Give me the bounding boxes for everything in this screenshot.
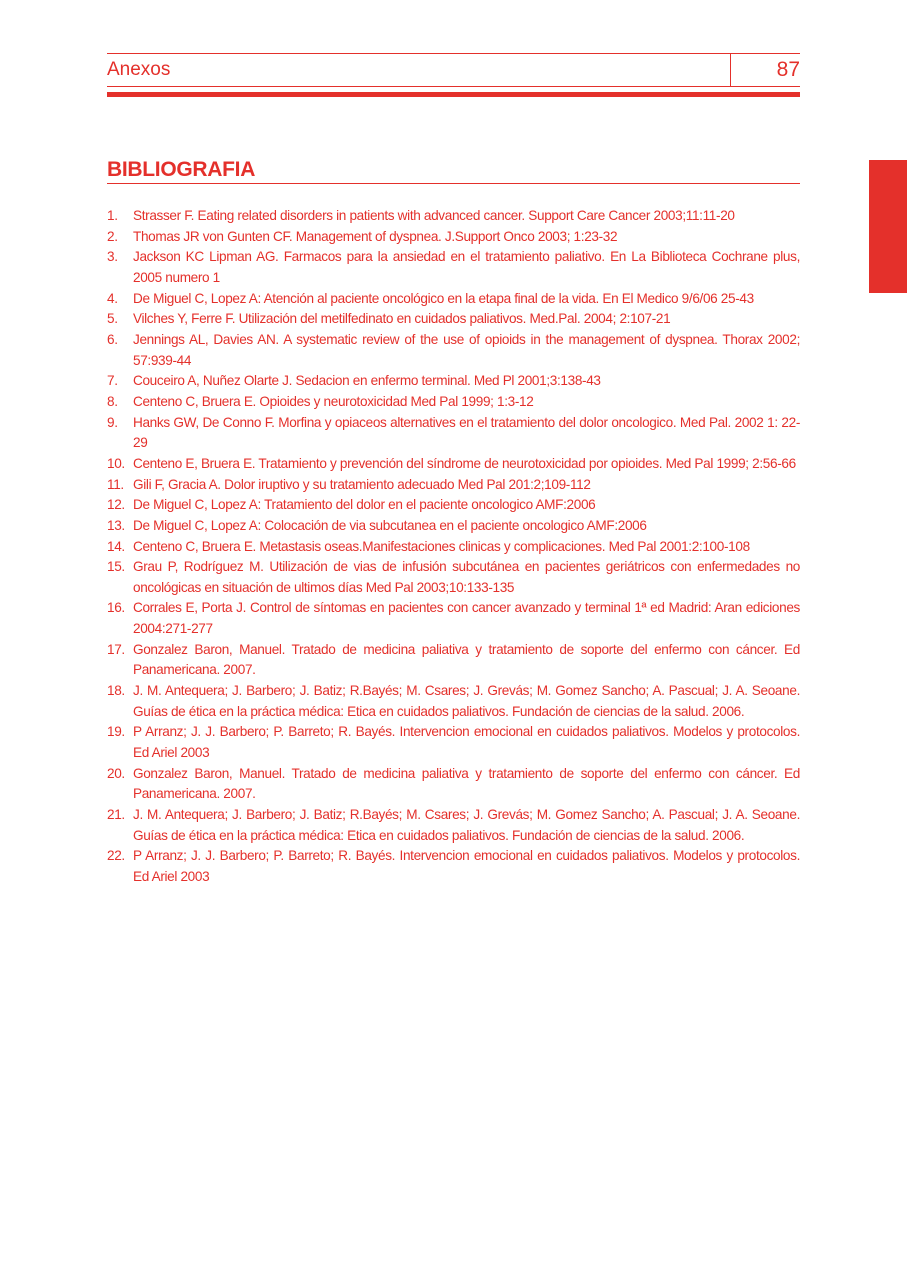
reference-text: Couceiro A, Nuñez Olarte J. Sedacion en enfermo terminal. Med Pl 2001;3:138-43 [133,373,601,389]
list-item [107,681,800,722]
list-item [107,206,800,227]
reference-number: 18. [107,683,125,699]
reference-text: De Miguel C, Lopez A: Tratamiento del dolor en el paciente oncologico AMF:2006 [133,497,596,513]
page-number: 87 [776,58,800,81]
list-item [107,846,800,887]
list-item [107,413,800,454]
reference-number: 14. [107,538,125,554]
list-item [107,227,800,248]
reference-number: 10. [107,455,125,471]
reference-number: 8. [107,393,118,409]
chapter-side-tab [869,160,907,293]
reference-text: Strasser F. Eating related disorders in patients with advanced cancer. Support Care Cancer 2003;11:11-20 [133,208,735,223]
reference-text: Jennings AL, Davies AN. A systematic review of the use of opioids in the management of dyspnea. Thorax 2002; 57:939-44 [133,331,800,368]
reference-text: P Arranz; J. J. Barbero; P. Barreto; R. Bayés. Intervencion emocional en cuidados paliativos. Modelos y protocolos. Ed Ariel 2003 [133,724,800,761]
reference-text: Centeno C, Bruera E. Opioides y neurotoxicidad Med Pal 1999; 1:3-12 [133,393,534,409]
list-item [107,289,800,310]
list-item [107,392,800,413]
reference-text: Centeno C, Bruera E. Metastasis oseas.Manifestaciones clinicas y complicaciones. Med Pal 2001:2:100-108 [133,538,750,554]
list-item [107,309,800,330]
reference-number: 3. [107,249,118,265]
bibliography-list [107,206,800,888]
reference-text: Thomas JR von Gunten CF. Management of dyspnea. J.Support Onco 2003; 1:23-32 [133,228,618,244]
reference-text: Gili F, Gracia A. Dolor iruptivo y su tratamiento adecuado Med Pal 201:2;109-112 [133,476,591,492]
reference-number: 13. [107,517,125,533]
list-item [107,371,800,392]
reference-number: 20. [107,765,125,781]
header-section-title: Anexos [107,59,171,80]
list-item [107,640,800,681]
reference-number: 2. [107,228,118,244]
reference-number: 5. [107,311,118,327]
reference-text: P Arranz; J. J. Barbero; P. Barreto; R. Bayés. Intervencion emocional en cuidados paliativos. Modelos y protocolos. Ed Ariel 2003 [133,848,800,884]
reference-number: 21. [107,807,125,823]
reference-text: Centeno E, Bruera E. Tratamiento y prevención del síndrome de neurotoxicidad por opioides. Med Pal 1999; 2:56-66 [133,455,796,471]
reference-number: 12. [107,497,125,513]
reference-number: 22. [107,848,125,864]
reference-text: Grau P, Rodríguez M. Utilización de vias de infusión subcutánea en pacientes geriátricos con enfermedades no oncológicas en situación de ultimos días Med Pal 2003;10:133-135 [133,559,800,595]
list-item [107,764,800,805]
reference-text: De Miguel C, Lopez A: Colocación de via subcutanea en el paciente oncologico AMF:2006 [133,517,647,533]
list-item [107,805,800,846]
list-item [107,516,800,537]
reference-text: J. M. Antequera; J. Barbero; J. Batiz; R.Bayés; M. Csares; J. Grevás; M. Gomez Sancho; A. Pascual; J. A. Seoane. Guías de ética en la práctica médica: Etica en cuidados paliativos. Fundación de ciencias de la salud. 2006. [133,807,800,843]
list-item [107,454,800,475]
header-divider [730,54,731,86]
reference-text: J. M. Antequera; J. Barbero; J. Batiz; R.Bayés; M. Csares; J. Grevás; M. Gomez Sancho; A. Pascual; J. A. Seoane. Guías de ética en la práctica médica: Etica en cuidados paliativos. Fundación de ciencias de la salud. 2006. [133,683,800,719]
list-item [107,247,800,288]
reference-number: 16. [107,600,125,616]
reference-number: 4. [107,290,118,306]
list-item [107,537,800,558]
header-rule [107,92,800,97]
page-header [107,53,800,87]
reference-text: Vilches Y, Ferre F. Utilización del metilfedinato en cuidados paliativos. Med.Pal. 2004; 2:107-21 [133,311,671,327]
reference-number: 6. [107,331,118,347]
list-item [107,598,800,639]
reference-number: 11. [107,476,124,492]
reference-number: 19. [107,724,125,740]
reference-number: 9. [107,414,118,430]
reference-text: Corrales E, Porta J. Control de síntomas en pacientes con cancer avanzado y terminal 1ª ed Madrid: Aran ediciones 2004:271-277 [133,600,800,637]
list-item [107,722,800,763]
reference-text: Gonzalez Baron, Manuel. Tratado de medicina paliativa y tratamiento de soporte del enfermo con cáncer. Ed Panamericana. 2007. [133,641,800,678]
list-item [107,330,800,371]
list-item [107,557,800,598]
reference-number: 17. [107,641,125,657]
reference-number: 7. [107,373,118,389]
reference-text: Jackson KC Lipman AG. Farmacos para la ansiedad en el tratamiento paliativo. En La Biblioteca Cochrane plus, 2005 numero 1 [133,249,800,285]
reference-number: 1. [107,208,118,223]
section-title: BIBLIOGRAFIA [107,157,800,184]
list-item [107,475,800,496]
list-item [107,495,800,516]
reference-number: 15. [107,559,125,575]
reference-text: Hanks GW, De Conno F. Morfina y opiaceos alternatives en el tratamiento del dolor oncologico. Med Pal. 2002 1: 22-29 [133,414,800,451]
reference-text: De Miguel C, Lopez A: Atención al paciente oncológico en la etapa final de la vida. En El Medico 9/6/06 25-43 [133,290,754,306]
reference-text: Gonzalez Baron, Manuel. Tratado de medicina paliativa y tratamiento de soporte del enfermo con cáncer. Ed Panamericana. 2007. [133,765,800,802]
